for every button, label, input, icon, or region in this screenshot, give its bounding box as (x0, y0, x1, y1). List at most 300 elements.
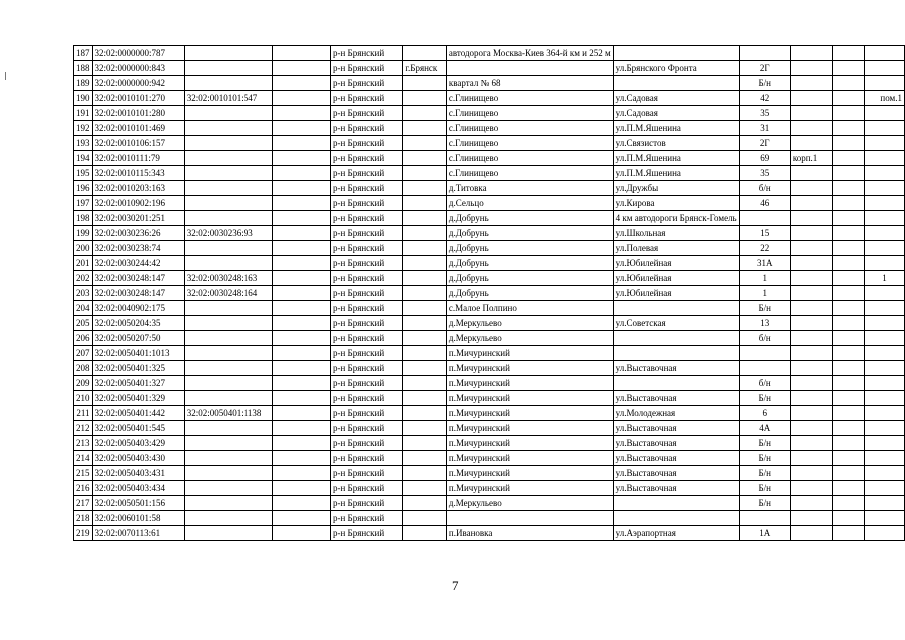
cell-city (403, 151, 447, 166)
cell-row-number: 204 (74, 301, 93, 316)
cell-house-number: Б/н (739, 451, 790, 466)
cell-cadastral-number: 32:02:0030238:74 (92, 241, 184, 256)
cell-premises (864, 466, 904, 481)
cell-street: ул.Аэрапортная (613, 526, 739, 541)
cell-house-number: 46 (739, 196, 790, 211)
cell-building (790, 451, 832, 466)
cell-extra-field (272, 241, 330, 256)
cell-settlement: п.Мичуринский (446, 376, 613, 391)
cell-cadastral-number: 32:02:0050403:434 (92, 481, 184, 496)
cell-linked-cadastral-number (184, 331, 272, 346)
cell-city (403, 271, 447, 286)
cell-structure (832, 106, 864, 121)
cell-premises (864, 391, 904, 406)
cell-settlement: д.Добрунь (446, 226, 613, 241)
cell-linked-cadastral-number (184, 346, 272, 361)
cell-district: р-н Брянский (330, 481, 402, 496)
cell-cadastral-number: 32:02:0010203:163 (92, 181, 184, 196)
cell-cadastral-number: 32:02:0030236:26 (92, 226, 184, 241)
table-row (74, 166, 905, 181)
cell-linked-cadastral-number: 32:02:0050401:1138 (184, 406, 272, 421)
cell-linked-cadastral-number: 32:02:0030248:163 (184, 271, 272, 286)
cell-building (790, 391, 832, 406)
cell-structure (832, 391, 864, 406)
cell-linked-cadastral-number (184, 196, 272, 211)
cell-district: р-н Брянский (330, 421, 402, 436)
cell-city (403, 481, 447, 496)
cell-linked-cadastral-number (184, 466, 272, 481)
table-row (74, 346, 905, 361)
cell-cadastral-number: 32:02:0000000:942 (92, 76, 184, 91)
cell-building (790, 526, 832, 541)
cell-row-number: 212 (74, 421, 93, 436)
cell-structure (832, 316, 864, 331)
cell-extra-field (272, 166, 330, 181)
table-row (74, 466, 905, 481)
cell-district: р-н Брянский (330, 526, 402, 541)
cell-city (403, 451, 447, 466)
cell-linked-cadastral-number (184, 496, 272, 511)
table-row (74, 256, 905, 271)
cell-structure (832, 46, 864, 61)
cell-cadastral-number: 32:02:0050403:431 (92, 466, 184, 481)
cell-city (403, 121, 447, 136)
cell-city (403, 286, 447, 301)
cell-structure (832, 166, 864, 181)
table-row (74, 121, 905, 136)
table-row (74, 496, 905, 511)
cell-structure (832, 526, 864, 541)
cell-premises (864, 211, 904, 226)
cell-street: ул.Дружбы (613, 181, 739, 196)
cell-street: ул.П.М.Яшенина (613, 151, 739, 166)
cell-city (403, 76, 447, 91)
table-row (74, 376, 905, 391)
cell-district: р-н Брянский (330, 286, 402, 301)
cell-structure (832, 151, 864, 166)
cell-street: ул.Садовая (613, 106, 739, 121)
cell-house-number (739, 361, 790, 376)
cell-premises (864, 286, 904, 301)
cell-street (613, 376, 739, 391)
cell-house-number: Б/н (739, 466, 790, 481)
cell-premises (864, 151, 904, 166)
cell-district: р-н Брянский (330, 136, 402, 151)
cell-district: р-н Брянский (330, 61, 402, 76)
cell-settlement: с.Глинищево (446, 136, 613, 151)
cell-street (613, 301, 739, 316)
cell-extra-field (272, 436, 330, 451)
cell-premises (864, 331, 904, 346)
cell-city (403, 181, 447, 196)
cell-linked-cadastral-number (184, 391, 272, 406)
cell-house-number: 31А (739, 256, 790, 271)
cell-linked-cadastral-number (184, 151, 272, 166)
cell-street: ул.Кирова (613, 196, 739, 211)
cell-street: ул.Юбилейная (613, 271, 739, 286)
cell-building (790, 46, 832, 61)
cell-structure (832, 181, 864, 196)
cell-street (613, 346, 739, 361)
cell-structure (832, 481, 864, 496)
cell-linked-cadastral-number: 32:02:0030248:164 (184, 286, 272, 301)
cell-city (403, 331, 447, 346)
cell-extra-field (272, 361, 330, 376)
cell-structure (832, 301, 864, 316)
cell-premises (864, 166, 904, 181)
table-row (74, 211, 905, 226)
cell-building (790, 406, 832, 421)
cell-structure (832, 271, 864, 286)
table-row (74, 151, 905, 166)
cell-extra-field (272, 76, 330, 91)
cell-settlement: п.Мичуринский (446, 346, 613, 361)
cell-row-number: 193 (74, 136, 93, 151)
cell-district: р-н Брянский (330, 496, 402, 511)
cell-cadastral-number: 32:02:0050403:429 (92, 436, 184, 451)
cell-house-number: Б/н (739, 481, 790, 496)
cell-settlement: с.Малое Полпино (446, 301, 613, 316)
cell-house-number (739, 46, 790, 61)
cell-settlement: п.Мичуринский (446, 451, 613, 466)
cell-building (790, 496, 832, 511)
cell-extra-field (272, 406, 330, 421)
cell-premises (864, 406, 904, 421)
cell-row-number: 189 (74, 76, 93, 91)
cell-extra-field (272, 526, 330, 541)
cell-house-number (739, 211, 790, 226)
cell-extra-field (272, 121, 330, 136)
cell-house-number: 2Г (739, 61, 790, 76)
table-row (74, 91, 905, 106)
cell-city (403, 46, 447, 61)
table-row (74, 301, 905, 316)
cell-house-number: Б/н (739, 496, 790, 511)
cell-structure (832, 421, 864, 436)
cell-district: р-н Брянский (330, 436, 402, 451)
cell-extra-field (272, 376, 330, 391)
cell-settlement: с.Глинищево (446, 166, 613, 181)
cell-street (613, 76, 739, 91)
cell-cadastral-number: 32:02:0050207:50 (92, 331, 184, 346)
cell-building (790, 166, 832, 181)
cell-house-number: 15 (739, 226, 790, 241)
table-row (74, 241, 905, 256)
cell-city (403, 241, 447, 256)
cell-settlement: п.Мичуринский (446, 421, 613, 436)
cell-district: р-н Брянский (330, 151, 402, 166)
page-number: 7 (452, 578, 459, 593)
cell-house-number: 6 (739, 406, 790, 421)
cell-settlement: п.Мичуринский (446, 361, 613, 376)
cell-row-number: 191 (74, 106, 93, 121)
cell-row-number: 209 (74, 376, 93, 391)
cell-row-number: 194 (74, 151, 93, 166)
cell-row-number: 188 (74, 61, 93, 76)
cell-settlement: п.Мичуринский (446, 436, 613, 451)
cell-city (403, 496, 447, 511)
cell-premises (864, 136, 904, 151)
cell-row-number: 207 (74, 346, 93, 361)
cell-premises: пом.1 (864, 91, 904, 106)
table-row (74, 76, 905, 91)
cell-row-number: 208 (74, 361, 93, 376)
cell-extra-field (272, 451, 330, 466)
cell-city (403, 226, 447, 241)
cell-cadastral-number: 32:02:0030201:251 (92, 211, 184, 226)
cell-row-number: 218 (74, 511, 93, 526)
cell-street: ул.Молодежная (613, 406, 739, 421)
cell-premises (864, 376, 904, 391)
cell-house-number (739, 511, 790, 526)
cell-extra-field (272, 346, 330, 361)
cell-row-number: 219 (74, 526, 93, 541)
cell-cadastral-number: 32:02:0030248:147 (92, 271, 184, 286)
cell-district: р-н Брянский (330, 166, 402, 181)
cell-city (403, 391, 447, 406)
cell-house-number: Б/н (739, 301, 790, 316)
cell-district: р-н Брянский (330, 256, 402, 271)
table-row (74, 451, 905, 466)
cell-street: ул.Школьная (613, 226, 739, 241)
cell-extra-field (272, 331, 330, 346)
cell-row-number: 187 (74, 46, 93, 61)
cell-premises (864, 226, 904, 241)
cell-street (613, 511, 739, 526)
cell-house-number: 69 (739, 151, 790, 166)
cell-settlement: д.Титовка (446, 181, 613, 196)
cell-row-number: 198 (74, 211, 93, 226)
table-row (74, 181, 905, 196)
cell-cadastral-number: 32:02:0050401:329 (92, 391, 184, 406)
cell-premises (864, 421, 904, 436)
cell-row-number: 195 (74, 166, 93, 181)
cell-street: ул.Выставочная (613, 436, 739, 451)
cell-house-number (739, 346, 790, 361)
cell-cadastral-number: 32:02:0000000:843 (92, 61, 184, 76)
cell-building (790, 106, 832, 121)
cell-street (613, 496, 739, 511)
cell-linked-cadastral-number (184, 421, 272, 436)
table-row (74, 481, 905, 496)
table-row (74, 331, 905, 346)
table-row (74, 271, 905, 286)
cell-settlement: автодорога Москва-Киев 364-й км и 252 м (446, 46, 613, 61)
cell-cadastral-number: 32:02:0050401:1013 (92, 346, 184, 361)
cell-house-number: б/н (739, 331, 790, 346)
cell-house-number: 4А (739, 421, 790, 436)
cell-cadastral-number: 32:02:0050403:430 (92, 451, 184, 466)
table-row (74, 226, 905, 241)
cell-structure (832, 241, 864, 256)
cell-structure (832, 121, 864, 136)
cell-row-number: 211 (74, 406, 93, 421)
cell-linked-cadastral-number (184, 511, 272, 526)
cell-city (403, 421, 447, 436)
cell-building (790, 481, 832, 496)
table-row (74, 406, 905, 421)
cell-settlement (446, 511, 613, 526)
cell-cadastral-number: 32:02:0040902:175 (92, 301, 184, 316)
cell-linked-cadastral-number (184, 46, 272, 61)
cell-settlement: д.Добрунь (446, 271, 613, 286)
cell-linked-cadastral-number (184, 241, 272, 256)
cell-linked-cadastral-number (184, 316, 272, 331)
cell-row-number: 197 (74, 196, 93, 211)
cell-district: р-н Брянский (330, 301, 402, 316)
cell-row-number: 217 (74, 496, 93, 511)
cell-cadastral-number: 32:02:0050501:156 (92, 496, 184, 511)
cell-city (403, 346, 447, 361)
cell-settlement (446, 61, 613, 76)
table-row (74, 136, 905, 151)
cell-linked-cadastral-number: 32:02:0010101:547 (184, 91, 272, 106)
cell-row-number: 210 (74, 391, 93, 406)
cell-settlement: п.Мичуринский (446, 466, 613, 481)
cell-linked-cadastral-number (184, 376, 272, 391)
cell-structure (832, 466, 864, 481)
cell-settlement: д.Меркульево (446, 316, 613, 331)
table-row (74, 316, 905, 331)
cell-extra-field (272, 481, 330, 496)
cell-linked-cadastral-number (184, 256, 272, 271)
cell-row-number: 215 (74, 466, 93, 481)
cell-premises (864, 481, 904, 496)
cell-city (403, 256, 447, 271)
cell-district: р-н Брянский (330, 181, 402, 196)
cell-district: р-н Брянский (330, 331, 402, 346)
cell-structure (832, 331, 864, 346)
cell-extra-field (272, 226, 330, 241)
table-row (74, 511, 905, 526)
cell-building (790, 301, 832, 316)
cell-premises (864, 496, 904, 511)
cell-premises (864, 61, 904, 76)
cell-extra-field (272, 136, 330, 151)
cell-structure (832, 406, 864, 421)
cell-extra-field (272, 271, 330, 286)
cell-structure (832, 496, 864, 511)
cell-street: ул.Советская (613, 316, 739, 331)
cell-city (403, 91, 447, 106)
table-row (74, 61, 905, 76)
cell-cadastral-number: 32:02:0050401:545 (92, 421, 184, 436)
cell-city (403, 196, 447, 211)
cell-district: р-н Брянский (330, 121, 402, 136)
cell-house-number: 42 (739, 91, 790, 106)
cell-row-number: 205 (74, 316, 93, 331)
cell-linked-cadastral-number (184, 76, 272, 91)
cell-district: р-н Брянский (330, 466, 402, 481)
cell-house-number: 31 (739, 121, 790, 136)
cell-row-number: 216 (74, 481, 93, 496)
cell-district: р-н Брянский (330, 361, 402, 376)
cell-district: р-н Брянский (330, 391, 402, 406)
cell-district: р-н Брянский (330, 226, 402, 241)
cell-row-number: 203 (74, 286, 93, 301)
cell-structure (832, 196, 864, 211)
cell-building (790, 286, 832, 301)
cell-city (403, 361, 447, 376)
cell-building (790, 211, 832, 226)
cell-linked-cadastral-number (184, 436, 272, 451)
cell-settlement: п.Ивановка (446, 526, 613, 541)
cell-building (790, 466, 832, 481)
cell-settlement: д.Добрунь (446, 256, 613, 271)
cell-settlement: д.Меркульево (446, 496, 613, 511)
cell-building: корп.1 (790, 151, 832, 166)
cell-structure (832, 451, 864, 466)
cell-street: ул.Брянского Фронта (613, 61, 739, 76)
cell-settlement: п.Мичуринский (446, 391, 613, 406)
cell-extra-field (272, 151, 330, 166)
cell-cadastral-number: 32:02:0030248:147 (92, 286, 184, 301)
cell-settlement: квартал № 68 (446, 76, 613, 91)
cell-structure (832, 436, 864, 451)
cell-structure (832, 256, 864, 271)
table-row (74, 196, 905, 211)
cell-premises (864, 511, 904, 526)
cell-settlement: с.Глинищево (446, 106, 613, 121)
cell-premises (864, 361, 904, 376)
cell-linked-cadastral-number (184, 121, 272, 136)
cell-structure (832, 91, 864, 106)
cell-extra-field (272, 46, 330, 61)
cell-premises (864, 436, 904, 451)
cell-linked-cadastral-number (184, 361, 272, 376)
cell-structure (832, 286, 864, 301)
cell-premises (864, 46, 904, 61)
cell-extra-field (272, 391, 330, 406)
cell-district: р-н Брянский (330, 241, 402, 256)
cell-cadastral-number: 32:02:0060101:58 (92, 511, 184, 526)
cell-premises: 1 (864, 271, 904, 286)
cell-house-number: 35 (739, 166, 790, 181)
cell-cadastral-number: 32:02:0010101:469 (92, 121, 184, 136)
cell-street: 4 км автодороги Брянск-Гомель (613, 211, 739, 226)
cell-extra-field (272, 301, 330, 316)
table-body (74, 46, 905, 541)
cell-extra-field (272, 466, 330, 481)
cell-district: р-н Брянский (330, 106, 402, 121)
cell-district: р-н Брянский (330, 211, 402, 226)
cell-row-number: 201 (74, 256, 93, 271)
cell-city (403, 436, 447, 451)
cell-structure (832, 136, 864, 151)
cell-settlement: д.Добрунь (446, 241, 613, 256)
cell-cadastral-number: 32:02:0010111:79 (92, 151, 184, 166)
cell-extra-field (272, 316, 330, 331)
cell-building (790, 91, 832, 106)
cell-building (790, 361, 832, 376)
table-row (74, 106, 905, 121)
cell-linked-cadastral-number (184, 301, 272, 316)
cell-extra-field (272, 181, 330, 196)
cell-structure (832, 376, 864, 391)
cell-premises (864, 526, 904, 541)
cell-district: р-н Брянский (330, 46, 402, 61)
cell-row-number: 192 (74, 121, 93, 136)
table-row (74, 286, 905, 301)
cell-building (790, 136, 832, 151)
cell-city (403, 136, 447, 151)
cell-district: р-н Брянский (330, 511, 402, 526)
cell-district: р-н Брянский (330, 271, 402, 286)
cell-extra-field (272, 256, 330, 271)
cell-extra-field (272, 106, 330, 121)
table-row (74, 361, 905, 376)
cell-district: р-н Брянский (330, 451, 402, 466)
